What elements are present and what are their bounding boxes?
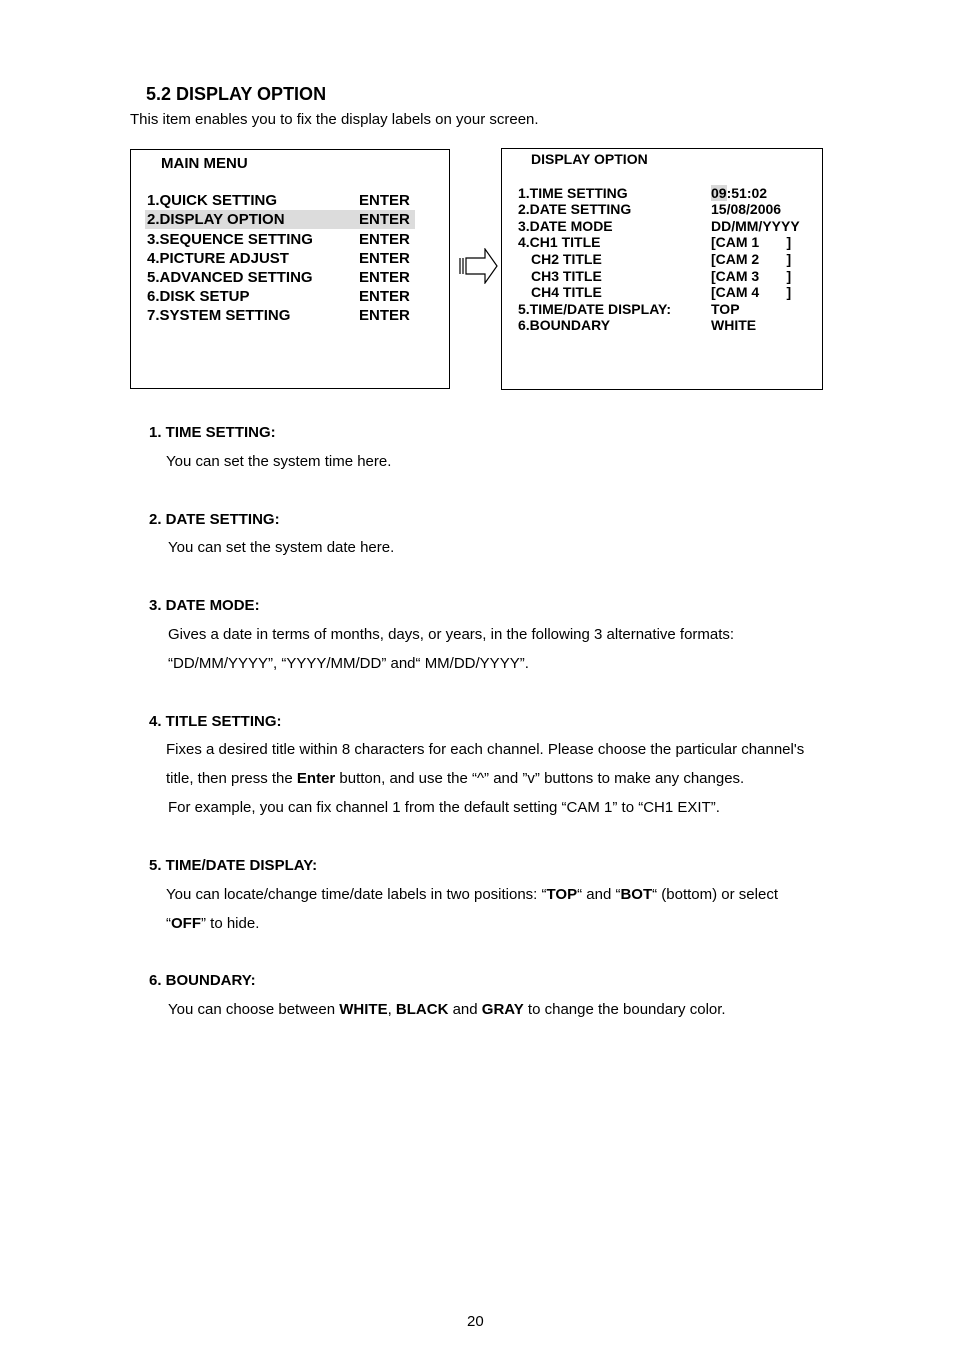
option-value: TOP (711, 301, 740, 317)
menu-item-value: ENTER (359, 307, 410, 324)
boundary-text (168, 1001, 726, 1018)
title-setting-line-1: Fixes a desired title within 8 characters for each channel. Please choose the particular channel's (166, 741, 805, 758)
section-title: 5.2 DISPLAY OPTION (146, 84, 327, 104)
text-run: “ (166, 915, 171, 932)
display-option-panel (501, 148, 823, 390)
display-option-title: DISPLAY OPTION (531, 151, 648, 167)
title-setting-line-2 (166, 770, 744, 787)
option-label: 1.TIME SETTING (518, 185, 628, 201)
option-ch4-title[interactable] (518, 284, 818, 301)
text-run: and (448, 1001, 482, 1018)
main-menu-title: MAIN MENU (161, 155, 248, 172)
text-run: to change the boundary color. (523, 1001, 726, 1018)
top-keyword: TOP (546, 886, 578, 903)
date-setting-heading: 2. DATE SETTING: (149, 511, 280, 528)
option-ch2-title[interactable] (518, 251, 818, 268)
option-value: DD/MM/YYYY (711, 218, 800, 234)
menu-item-label: 6.DISK SETUP (147, 288, 250, 305)
menu-item-label: 5.ADVANCED SETTING (147, 269, 313, 286)
menu-item-picture-adjust[interactable] (145, 249, 415, 268)
option-label: 3.DATE MODE (518, 218, 613, 234)
text-run: ” to hide. (201, 915, 260, 932)
bot-keyword: BOT (620, 886, 653, 903)
option-label: 6.BOUNDARY (518, 317, 611, 333)
text-run: You can locate/change time/date labels in two positions: “ (166, 886, 547, 903)
menu-item-label: 1.QUICK SETTING (147, 192, 278, 209)
option-ch1-title[interactable] (518, 234, 818, 251)
menu-item-value: ENTER (359, 192, 410, 209)
menu-item-value: ENTER (359, 231, 410, 248)
text-run: , (387, 1001, 396, 1018)
option-label: CH3 TITLE (531, 268, 602, 284)
menu-item-value: ENTER (359, 288, 410, 305)
enter-keyword: Enter (296, 770, 336, 787)
time-date-display-line-1 (166, 886, 778, 903)
menu-item-sequence-setting[interactable] (145, 230, 415, 249)
menu-item-advanced-setting[interactable] (145, 268, 415, 287)
menu-item-system-setting[interactable] (145, 306, 415, 325)
option-value: [CAM 2 ] (711, 251, 792, 267)
menu-item-label: 2.DISPLAY OPTION (147, 211, 285, 228)
option-value: [CAM 4 ] (711, 284, 792, 300)
title-setting-heading: 4. TITLE SETTING: (149, 713, 282, 730)
option-label: CH4 TITLE (531, 284, 602, 300)
text-run: “ and “ (577, 886, 621, 903)
right-arrow-icon (457, 248, 499, 284)
menu-item-disk-setup[interactable] (145, 287, 415, 306)
black-keyword: BLACK (395, 1001, 449, 1018)
menu-item-label: 4.PICTURE ADJUST (147, 250, 289, 267)
boundary-heading: 6. BOUNDARY: (149, 972, 256, 989)
menu-item-label: 7.SYSTEM SETTING (147, 307, 291, 324)
main-menu-panel (130, 149, 450, 389)
option-ch3-title[interactable] (518, 268, 818, 285)
time-date-display-line-2 (166, 915, 259, 932)
time-hour-cursor: 09 (711, 185, 727, 201)
date-mode-heading: 3. DATE MODE: (149, 597, 260, 614)
time-rest: :51:02 (726, 185, 768, 201)
time-date-display-heading: 5. TIME/DATE DISPLAY: (149, 857, 318, 874)
option-date-mode[interactable] (518, 218, 818, 235)
text-run: button, and use the “^” and ”v” buttons to make any changes. (335, 770, 745, 787)
option-label: 5.TIME/DATE DISPLAY: (518, 301, 671, 317)
time-setting-heading: 1. TIME SETTING: (149, 424, 276, 441)
text-run: “ (bottom) or select (652, 886, 778, 903)
off-keyword: OFF (171, 915, 201, 932)
option-label: CH2 TITLE (531, 251, 602, 267)
option-value-time[interactable] (711, 185, 767, 202)
title-setting-example: For example, you can fix channel 1 from the default setting “CAM 1” to “CH1 EXIT”. (168, 799, 720, 816)
option-label: 2.DATE SETTING (518, 201, 632, 217)
option-value: [CAM 3 ] (711, 268, 792, 284)
text-run: title, then press the (166, 770, 297, 787)
menu-item-value: ENTER (359, 250, 410, 267)
menu-item-value: ENTER (359, 269, 410, 286)
menu-item-label: 3.SEQUENCE SETTING (147, 231, 313, 248)
time-setting-text: You can set the system time here. (166, 453, 392, 470)
option-time-setting[interactable] (518, 185, 818, 202)
option-time-date-display[interactable] (518, 301, 818, 318)
white-keyword: WHITE (339, 1001, 388, 1018)
intro-text: This item enables you to fix the display labels on your screen. (130, 111, 539, 128)
date-mode-text: Gives a date in terms of months, days, or years, in the following 3 alternative formats: (168, 626, 735, 643)
page-number: 20 (467, 1313, 484, 1330)
option-date-setting[interactable] (518, 201, 818, 218)
gray-keyword: GRAY (481, 1001, 524, 1018)
option-value: WHITE (711, 317, 757, 333)
menu-item-value: ENTER (359, 211, 410, 228)
date-setting-text: You can set the system date here. (168, 539, 395, 556)
menu-item-display-option[interactable] (145, 210, 415, 229)
option-label: 4.CH1 TITLE (518, 234, 601, 250)
option-value: 15/08/2006 (711, 201, 782, 217)
option-value: [CAM 1 ] (711, 234, 792, 250)
menu-item-quick-setting[interactable] (145, 191, 415, 210)
option-boundary[interactable] (518, 317, 818, 334)
date-mode-formats: “DD/MM/YYYY”, “YYYY/MM/DD” and“ MM/DD/YYYY”. (168, 655, 529, 672)
text-run: You can choose between (168, 1001, 340, 1018)
